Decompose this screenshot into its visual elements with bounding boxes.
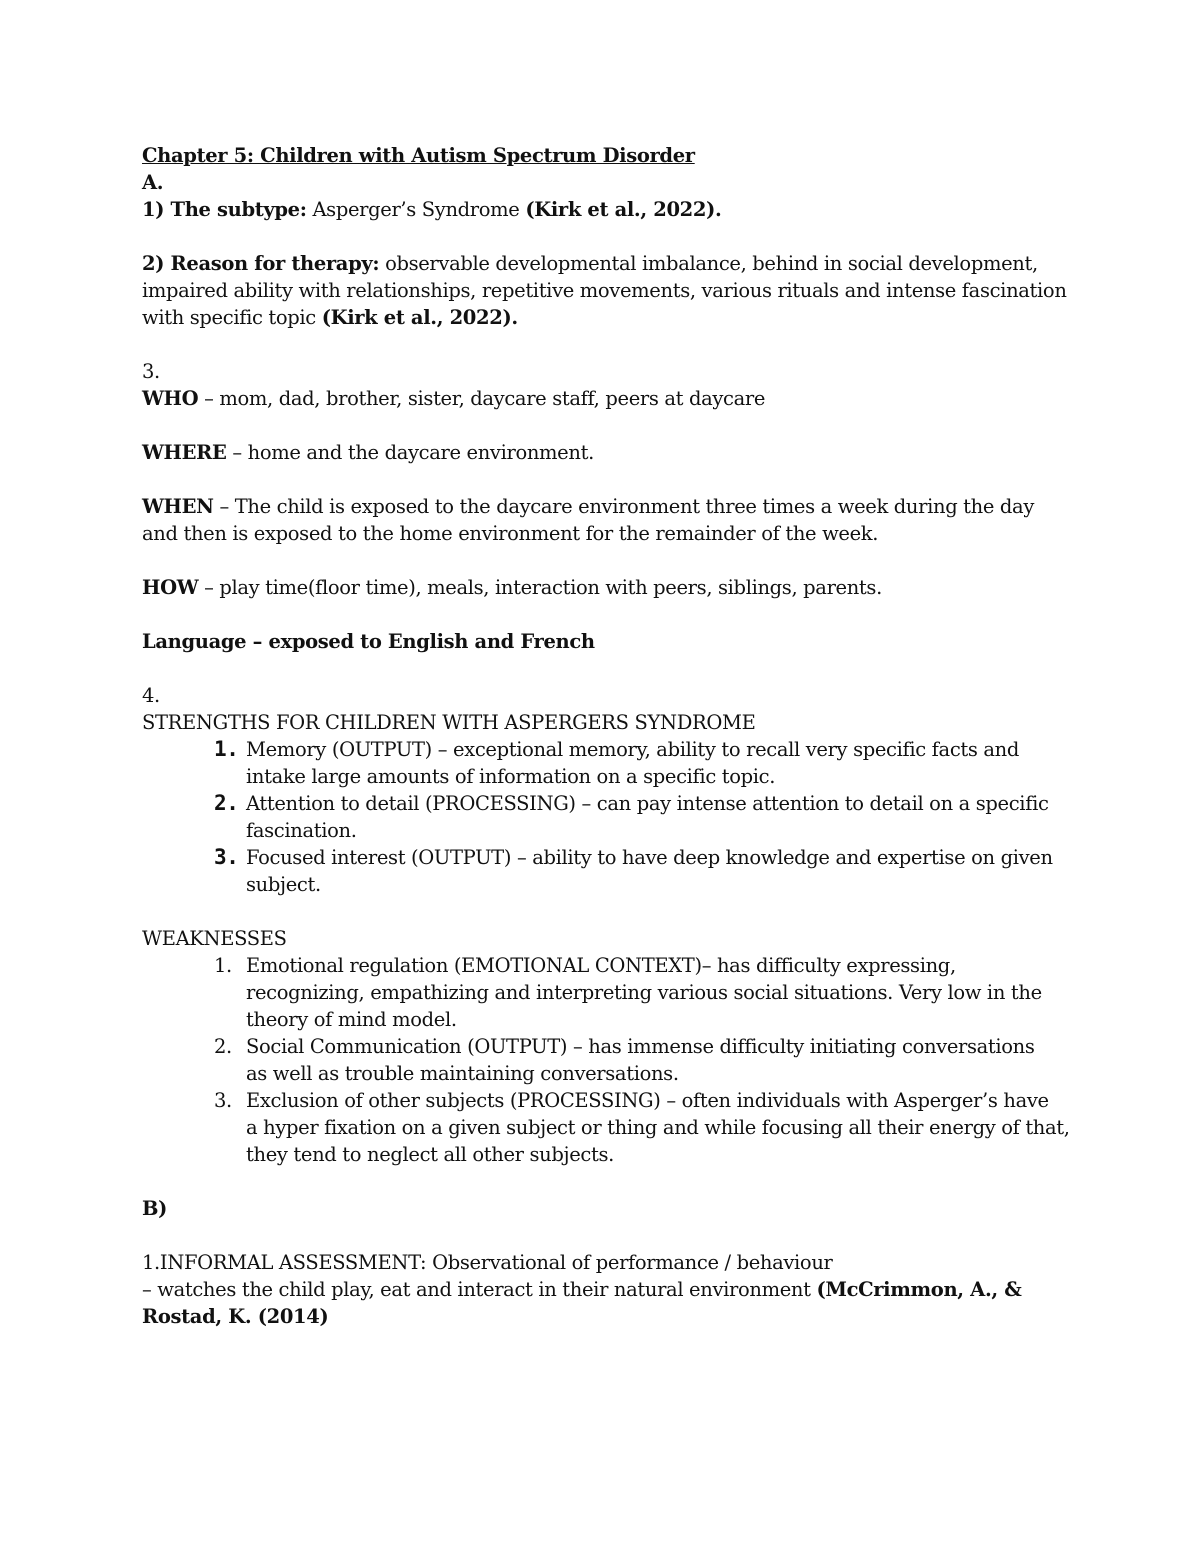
- q3-number: 3.: [142, 360, 160, 383]
- subtype-label: 1) The subtype:: [142, 198, 307, 221]
- informal-assessment-detail: [142, 1276, 1072, 1303]
- reason-citation: (Kirk et al., 2022).: [321, 306, 518, 329]
- strength-item-cont: fascination.: [246, 819, 357, 842]
- weakness-item-cont: they tend to neglect all other subjects.: [246, 1143, 614, 1166]
- strength-text: Attention to detail (PROCESSING) – can pay intense attention to detail on a specific: [246, 792, 1049, 815]
- weakness-item-cont: recognizing, empathizing and interpreting various social situations. Very low in the: [246, 981, 1042, 1004]
- reason-label: 2) Reason for therapy:: [142, 252, 380, 275]
- weakness-item-cont: theory of mind model.: [246, 1008, 457, 1031]
- language-line: Language – exposed to English and French: [142, 630, 595, 653]
- q4-number: 4.: [142, 684, 160, 707]
- how-line: [142, 574, 1072, 601]
- informal-assessment-text: – watches the child play, eat and interact in their natural environment: [142, 1278, 817, 1301]
- subtype-text: Asperger’s Syndrome: [312, 198, 520, 221]
- list-number: 3.: [214, 845, 239, 869]
- informal-assessment-line: 1.INFORMAL ASSESSMENT: Observational of performance / behaviour: [142, 1251, 833, 1274]
- strength-item: [142, 736, 1072, 763]
- list-number: 1.: [214, 954, 232, 977]
- subtype-citation: (Kirk et al., 2022).: [525, 198, 722, 221]
- weakness-item: [142, 952, 1072, 979]
- where-text: – home and the daycare environment.: [226, 441, 594, 464]
- subtype-line: [142, 196, 1072, 223]
- list-number: 1.: [214, 737, 239, 761]
- informal-assessment-citation: (McCrimmon, A., &: [816, 1278, 1022, 1301]
- list-number: 3.: [214, 1089, 232, 1112]
- list-number: 2.: [214, 791, 239, 815]
- reason-line-2: impaired ability with relationships, repetitive movements, various rituals and intense fascination: [142, 279, 1067, 302]
- who-line: [142, 385, 1072, 412]
- who-label: WHO: [142, 387, 199, 410]
- when-label: WHEN: [142, 495, 214, 518]
- strength-item-cont: intake large amounts of information on a specific topic.: [246, 765, 776, 788]
- reason-text-1: observable developmental imbalance, behind in social development,: [385, 252, 1038, 275]
- strength-text: Focused interest (OUTPUT) – ability to have deep knowledge and expertise on given: [246, 846, 1053, 869]
- weakness-text: Social Communication (OUTPUT) – has immense difficulty initiating conversations: [246, 1035, 1035, 1058]
- weaknesses-heading: WEAKNESSES: [142, 927, 287, 950]
- strength-item: [142, 844, 1072, 871]
- document-body: [142, 142, 1072, 1330]
- strength-text: Memory (OUTPUT) – exceptional memory, ability to recall very specific facts and: [246, 738, 1020, 761]
- reason-line-3: [142, 304, 1072, 331]
- when-line-1: [142, 493, 1072, 520]
- how-text: – play time(floor time), meals, interaction with peers, siblings, parents.: [198, 576, 882, 599]
- weakness-item-cont: as well as trouble maintaining conversations.: [246, 1062, 679, 1085]
- who-text: – mom, dad, brother, sister, daycare staff, peers at daycare: [198, 387, 766, 410]
- when-line-2: and then is exposed to the home environment for the remainder of the week.: [142, 522, 879, 545]
- strength-item-cont: subject.: [246, 873, 321, 896]
- weakness-text: Exclusion of other subjects (PROCESSING) – often individuals with Asperger’s have: [246, 1089, 1049, 1112]
- weakness-item: [142, 1087, 1072, 1114]
- how-label: HOW: [142, 576, 199, 599]
- weakness-item: [142, 1033, 1072, 1060]
- strength-item: [142, 790, 1072, 817]
- chapter-title: Chapter 5: Children with Autism Spectrum Disorder: [142, 144, 695, 167]
- reason-line-1: [142, 250, 1072, 277]
- section-b-heading: B): [142, 1197, 168, 1220]
- list-number: 2.: [214, 1035, 232, 1058]
- strengths-heading: STRENGTHS FOR CHILDREN WITH ASPERGERS SYNDROME: [142, 711, 756, 734]
- when-text-1: – The child is exposed to the daycare environment three times a week during the day: [213, 495, 1034, 518]
- weakness-item-cont: a hyper fixation on a given subject or thing and while focusing all their energy of that,: [246, 1116, 1070, 1139]
- weakness-text: Emotional regulation (EMOTIONAL CONTEXT)– has difficulty expressing,: [246, 954, 956, 977]
- section-a-heading: A.: [142, 171, 164, 194]
- where-line: [142, 439, 1072, 466]
- where-label: WHERE: [142, 441, 227, 464]
- reason-text-3: with specific topic: [142, 306, 316, 329]
- informal-assessment-citation-cont: Rostad, K. (2014): [142, 1305, 329, 1328]
